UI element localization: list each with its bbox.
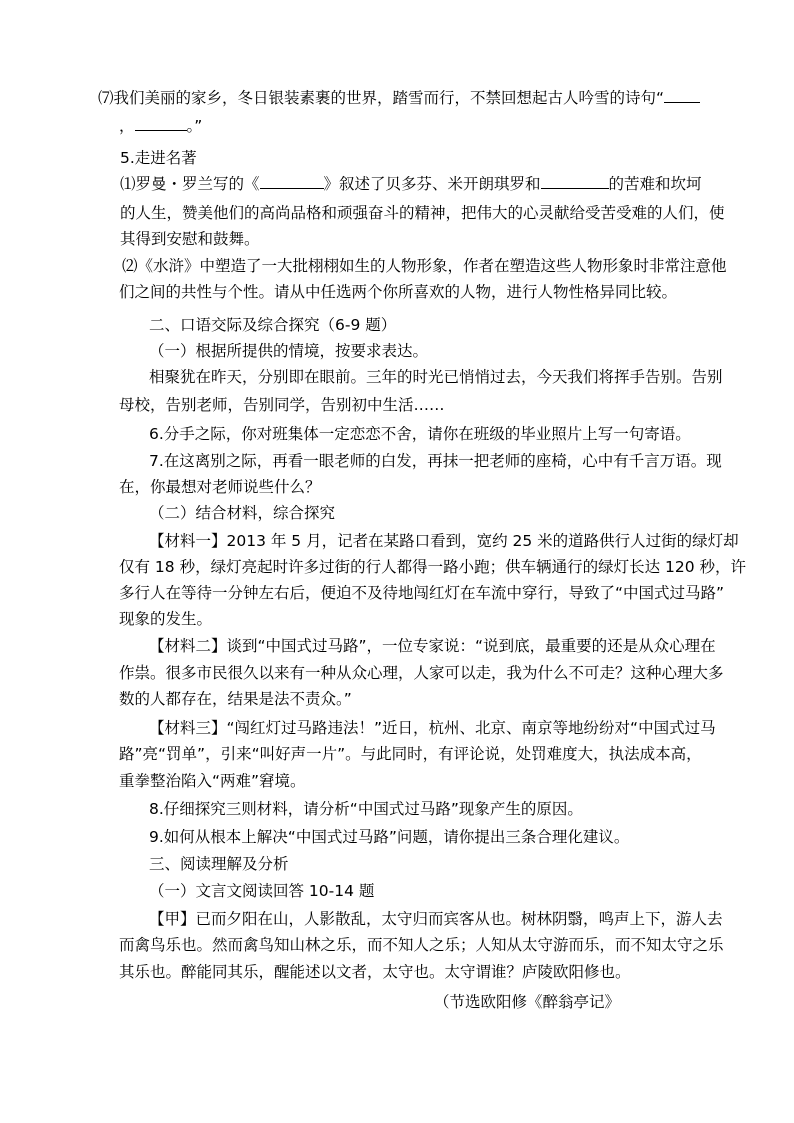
text-segment: （二）结合材料，综合探究 [149, 504, 336, 522]
text-line [119, 660, 724, 686]
text-segment: 9.如何从根本上解决“中国式过马路”问题，请你提出三条合理化建议。 [149, 828, 630, 846]
answer-blank[interactable] [135, 114, 187, 131]
text-segment: 5.走进名著 [120, 149, 197, 167]
text-line [120, 200, 725, 226]
text-segment: ⑺我们美丽的家乡，冬日银装素裹的世界，踏雪而行，不禁回想起古人吟雪的诗句“ [98, 89, 665, 107]
text-line [149, 500, 335, 526]
text-segment: 现象的发生。 [119, 610, 213, 628]
text-segment: ⑴罗曼・罗兰写的《 [120, 175, 260, 193]
text-line [149, 448, 722, 474]
text-segment: ， [119, 117, 135, 135]
text-segment: （一）文言文阅读回答 10-14 题 [149, 882, 375, 900]
text-line [119, 932, 724, 958]
text-line [119, 279, 677, 305]
text-line [434, 989, 620, 1015]
text-segment: 在，你最想对老师说些什么？ [119, 478, 321, 496]
text-line [119, 392, 445, 418]
answer-blank[interactable] [260, 172, 324, 189]
text-segment: 而禽鸟乐也。然而禽鸟知山林之乐，而不知人之乐；人知从太守游而乐，而不知太守之乐 [119, 936, 724, 954]
text-line [149, 715, 716, 741]
text-segment: 的苦难和坎坷 [608, 175, 702, 193]
text-line [149, 878, 374, 904]
text-segment: 数的人都存在，结果是法不责众。” [119, 690, 352, 708]
text-segment: 7.在这离别之际，再看一眼老师的白发，再抹一把老师的座椅，心中有千言万语。现 [149, 452, 722, 470]
text-line [149, 528, 739, 554]
text-line [149, 312, 396, 338]
text-line [149, 364, 723, 390]
text-segment: 仅有 18 秒，绿灯亮起时许多过街的行人都得一路小跑；供车辆通行的绿灯长达 120 秒，许 [119, 558, 747, 576]
text-line [149, 906, 723, 932]
text-segment: 6.分手之际，你对班集体一定恋恋不舍，请你在班级的毕业照片上写一句寄语。 [149, 425, 691, 443]
text-segment: 母校，告别老师，告别同学，告别初中生活…… [119, 396, 445, 414]
text-line [119, 113, 202, 139]
text-line [149, 633, 716, 659]
text-line [122, 253, 727, 279]
text-line [149, 851, 289, 877]
text-line [149, 421, 691, 447]
text-line [149, 824, 629, 850]
text-line [149, 796, 583, 822]
text-line [119, 686, 352, 712]
text-segment: 的人生，赞美他们的高尚品格和顽强奋斗的精神，把伟大的心灵献给受苦受难的人们，使 [120, 204, 725, 222]
text-segment: 三、阅读理解及分析 [149, 855, 289, 873]
text-line [120, 226, 260, 252]
text-segment: 其得到安慰和鼓舞。 [120, 230, 260, 248]
text-segment: 【材料二】谈到“中国式过马路”，一位专家说：“说到底，最重要的还是从众心理在 [149, 637, 716, 655]
text-line [119, 959, 631, 985]
text-segment: ⑵《水浒》中塑造了一大批栩栩如生的人物形象，作者在塑造这些人物形象时非常注意他 [122, 257, 727, 275]
text-segment: 重拳整治陷入“两难”窘境。 [119, 772, 306, 790]
text-segment: 8.仔细探究三则材料，请分析“中国式过马路”现象产生的原因。 [149, 800, 583, 818]
text-segment: 【甲】已而夕阳在山，人影散乱，太守归而宾客从也。树林阴翳，鸣声上下，游人去 [149, 910, 723, 928]
text-segment: 作祟。很多市民很久以来有一种从众心理，人家可以走，我为什么不可走？这种心理大多 [119, 664, 724, 682]
text-segment: （一）根据所提供的情境，按要求表达。 [149, 342, 429, 360]
text-segment: 。” [186, 117, 203, 135]
text-line [149, 338, 428, 364]
text-line [119, 741, 702, 767]
text-line [120, 145, 197, 171]
text-line [119, 474, 321, 500]
text-segment: 其乐也。醉能同其乐，醒能述以文者，太守也。太守谓谁？庐陵欧阳修也。 [119, 963, 631, 981]
text-segment: 路”亮“罚单”，引来“叫好声一片”。与此同时，有评论说，处罚难度大，执法成本高， [119, 745, 702, 763]
text-segment: 【材料一】2013 年 5 月，记者在某路口看到，宽约 25 米的道路供行人过街的绿灯却 [149, 532, 739, 550]
answer-blank[interactable] [664, 86, 700, 103]
text-line [119, 554, 746, 580]
text-segment: 二、口语交际及综合探究（6-9 题） [149, 316, 397, 334]
text-segment: （节选欧阳修《醉翁亭记》 [434, 993, 621, 1011]
answer-blank[interactable] [541, 172, 609, 189]
text-segment: 们之间的共性与个性。请从中任选两个你所喜欢的人物，进行人物性格异同比较。 [119, 283, 678, 301]
text-segment: 》叙述了贝多芬、米开朗琪罗和 [323, 175, 541, 193]
text-segment: 【材料三】“闯红灯过马路违法！”近日，杭州、北京、南京等地纷纷对“中国式过马 [149, 719, 716, 737]
text-line [119, 580, 724, 606]
text-line [119, 768, 306, 794]
text-line [119, 606, 212, 632]
text-segment: 相聚犹在昨天，分别即在眼前。三年的时光已悄悄过去，今天我们将挥手告别。告别 [149, 368, 723, 386]
text-line [98, 85, 700, 111]
text-line [120, 171, 702, 197]
text-segment: 多行人在等待一分钟左右后，便迫不及待地闯红灯在车流中穿行，导致了“中国式过马路” [119, 584, 725, 602]
